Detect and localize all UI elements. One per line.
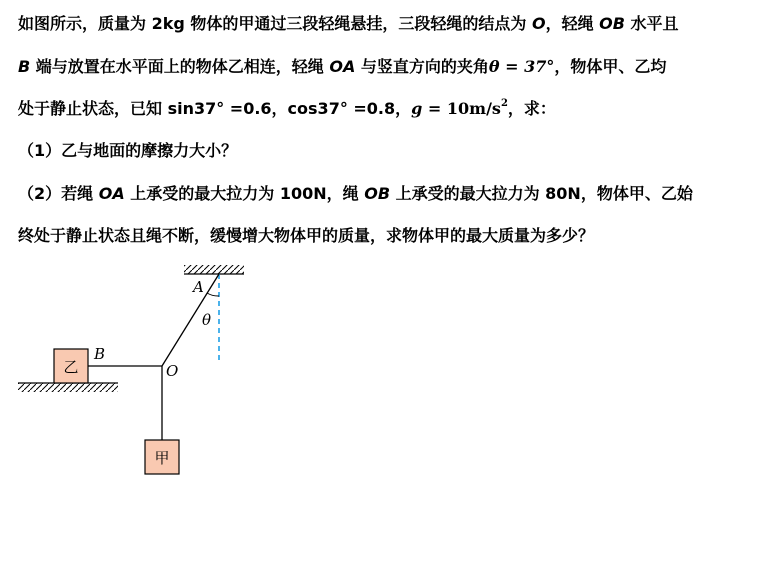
block-yi-label: 乙 bbox=[63, 358, 79, 376]
question-2-line-1 bbox=[18, 184, 693, 204]
label-a: A bbox=[193, 278, 204, 296]
rope-ob-ref: OB bbox=[599, 14, 625, 33]
text: ，轻绳 bbox=[545, 14, 600, 33]
rope-oa-ref: OA bbox=[329, 57, 356, 76]
text: 端与放置在水平面上的物体乙相连，轻绳 bbox=[30, 57, 330, 76]
text: ，求： bbox=[507, 99, 556, 118]
label-o: O bbox=[166, 362, 179, 380]
ceiling bbox=[184, 265, 244, 274]
text: 终处于静止状态且绳不断，缓慢增大物体甲的质量，求物体甲的最大质量为多少？ bbox=[18, 226, 595, 245]
problem-line-3 bbox=[18, 99, 556, 119]
physics-figure bbox=[0, 255, 300, 485]
rope-oa-ref: OA bbox=[98, 184, 125, 203]
text: 上承受的最大拉力为 100N，绳 bbox=[124, 184, 365, 203]
text: 与竖直方向的夹角 bbox=[355, 57, 489, 76]
theta-value: θ = 37° bbox=[488, 57, 555, 76]
text: ，物体甲、乙均 bbox=[554, 57, 667, 76]
problem-line-2 bbox=[18, 57, 666, 77]
text: （1）乙与地面的摩擦力大小？ bbox=[18, 141, 238, 160]
angle-arc bbox=[207, 293, 219, 296]
text: 上承受的最大拉力为 80N，物体甲、乙始 bbox=[390, 184, 693, 203]
label-b: B bbox=[94, 345, 106, 363]
node-o-ref: O bbox=[531, 14, 546, 33]
text: 水平且 bbox=[624, 14, 679, 33]
gravity-symbol: g bbox=[411, 99, 423, 118]
ground bbox=[18, 383, 118, 392]
block-jia-label: 甲 bbox=[154, 449, 170, 467]
problem-line-1 bbox=[18, 14, 679, 34]
rope-ob-ref: OB bbox=[364, 184, 391, 203]
gravity-exponent: 2 bbox=[500, 98, 508, 109]
gravity-value: = 10m/s bbox=[422, 99, 501, 118]
text: （2）若绳 bbox=[18, 184, 99, 203]
point-b-ref: B bbox=[18, 57, 31, 76]
question-2-line-2 bbox=[18, 226, 594, 246]
question-1 bbox=[18, 141, 237, 161]
text: 处于静止状态，已知 sin37° =0.6，cos37° =0.8， bbox=[18, 99, 412, 118]
text: 如图所示，质量为 2kg 物体的甲通过三段轻绳悬挂，三段轻绳的结点为 bbox=[18, 14, 532, 33]
label-theta: θ bbox=[202, 311, 212, 329]
